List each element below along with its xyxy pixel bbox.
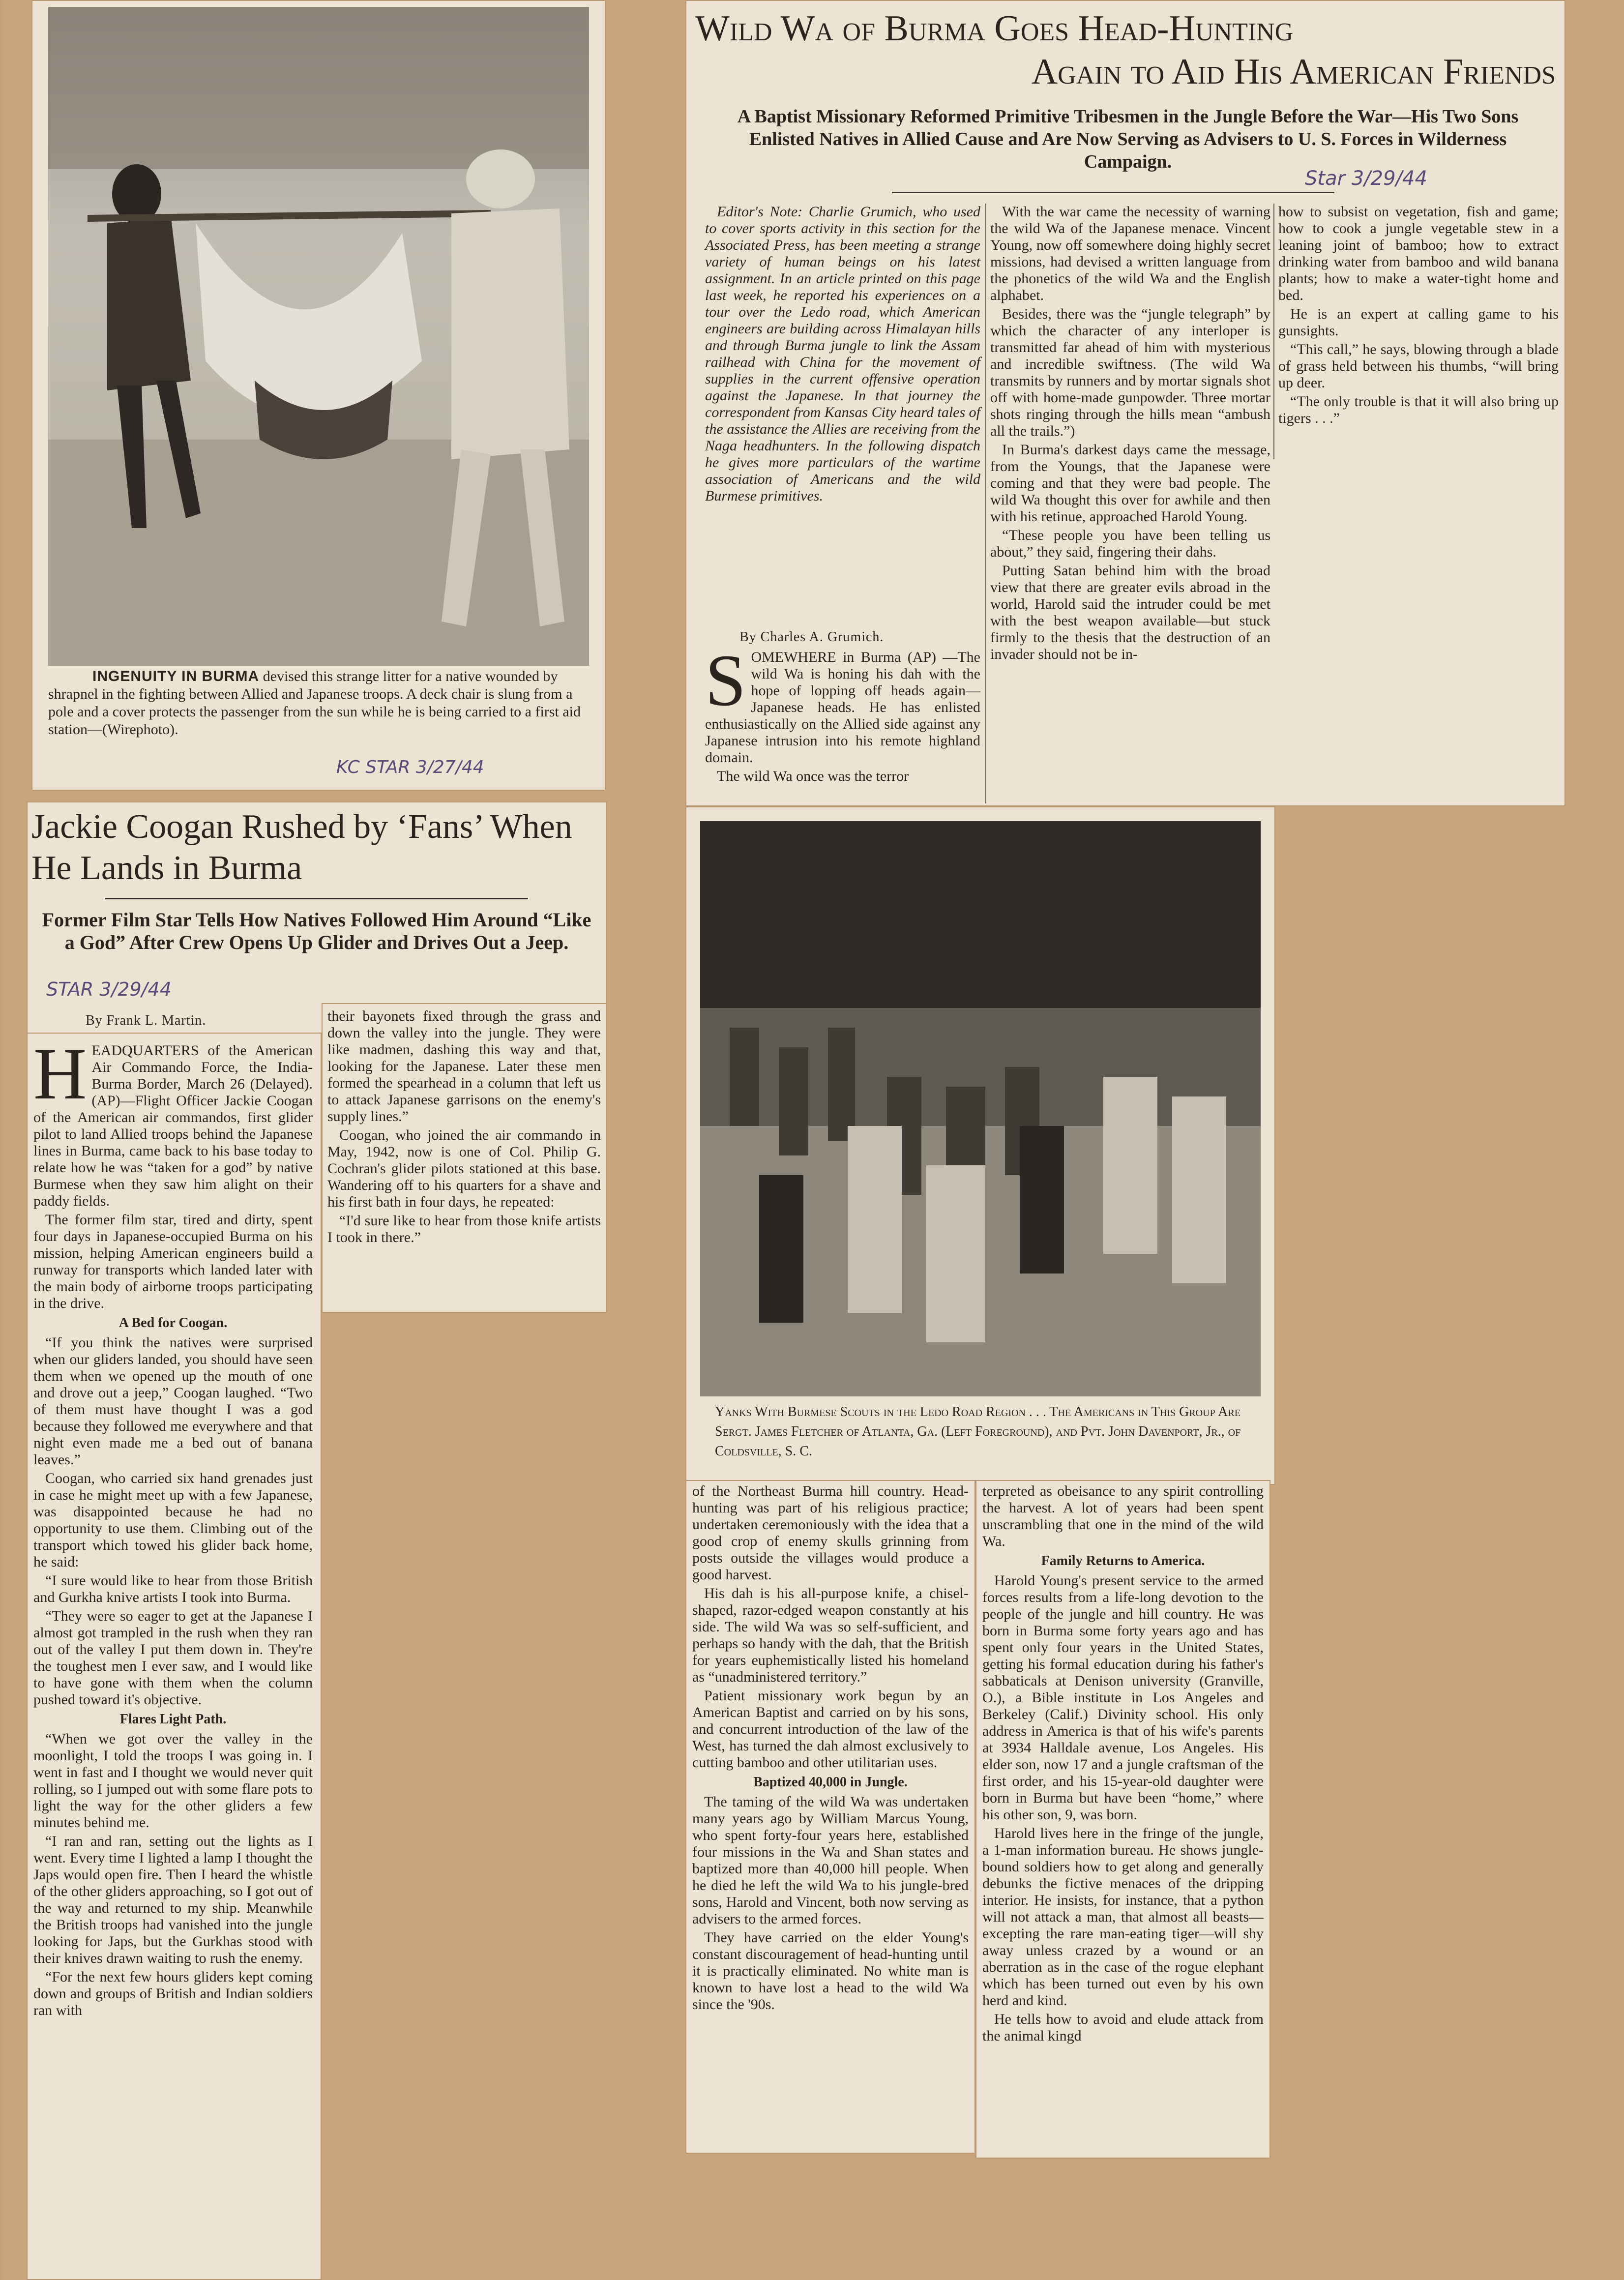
paragraph: The wild Wa once was the terror [717,768,909,784]
paragraph: terpreted as obeisance to any spirit controlling the harvest. A lot of years had been spent unscrambling that one in the mind of the wild Wa. [982,1483,1264,1549]
paragraph: EADQUARTERS of the American Air Commando Force, the India-Burma Border, March 26 (Delayed).(AP)—Flight Officer Jackie Coogan of the American air commandos, first glider pilot to land Allied troops behind the Japanese lines in Burma, came back to his base today to relate how he was “taken for a god” by native Burmese when they saw him alight on their paddy fields. [33,1042,313,1209]
wa-col3 [1278,204,1559,429]
subhead-baptized: Baptized 40,000 in Jungle. [753,1775,908,1790]
handwritten-annotation-star: STAR 3/29/44 [46,978,172,1000]
paragraph: The taming of the wild Wa was undertaken many years ago by William Marcus Young, who spent forty-four years here, established four missions in the Wa and Shan states and baptized more than 40,000 hill people. When he died he left the wild Wa to his jungle-bred sons, Harold and Vincent, both now serving as advisers to the armed forces. [692,1794,969,1927]
photo-litter-bearers [48,7,589,666]
wa-photo-caption: Yanks With Burmese Scouts in the Ledo Road Region . . . The Americans in This Group Are Sergt. James Fletcher of Atlanta, Ga. (Left Foreground), and Pvt. John Davenport, Jr., of Coldsville, S. C. [715,1404,1241,1459]
wa-col1 [705,640,980,787]
headline-rule [105,898,528,899]
column-rule [1273,204,1274,459]
wa-clipping-top [685,0,1565,806]
wa-deck: A Baptist Missionary Reformed Primitive Tribesmen in the Jungle Before the War—His Two Sons Enlisted Natives in Allied Cause and Are Now Serving as Advisers to U. S. Forces in Wilderness Campaign. [737,106,1519,172]
wa-lower-col1 [692,1483,969,2015]
drop-cap: H [33,1033,87,1115]
handwritten-annotation-wa: Star 3/29/44 [1305,167,1427,190]
paragraph: The former film star, tired and dirty, spent four days in Japanese-occupied Burma on his mission, helping American engineers build a runway for transports which landed later with the main body of airborne troops participating in the drive. [33,1212,313,1311]
wa-headline-line2: Again to Aid His American Friends [1031,52,1556,92]
coogan-headline: Jackie Coogan Rushed by ‘Fans’ When He Lands in Burma [31,808,572,887]
deck-rule [892,192,1334,193]
paragraph: Putting Satan behind him with the broad view that there are greater evils abroad in the world, Harold said the intruder could be met with the best weapon available—but stuck firmly to the thesis that the destruction of an invader should not be in- [990,563,1270,662]
drop-cap: S [705,640,746,721]
paragraph: He tells how to avoid and elude attack from the animal kingd [982,2011,1264,2044]
wa-lower-right-column [975,1480,1270,2159]
paragraph: Patient missionary work begun by an American Baptist and carried on by his sons, and concurrent introduction of the law of the West, has turned the dah almost exclusively to cutting bamboo and other utilitarian uses. [692,1688,969,1771]
paragraph: OMEWHERE in Burma (AP) —The wild Wa is honing his dah with the hope of lopping off heads again—Japanese heads. He has enlisted enthusiastically on the Allied side against any Japanese intrusion into his remote highland domain. [705,649,980,766]
coogan-col1-text [33,1033,313,2021]
paragraph: their bayonets fixed through the grass and down the valley into the jungle. They were like madmen, dashing this way and that, looking for the Japanese. Later these men formed the spearhead in a column that left us to attack Japanese garrisons on the enemy's supply lines.” [327,1008,601,1125]
coogan-column-1 [27,1033,322,2280]
coogan-byline: By Frank L. Martin. [86,1013,207,1028]
paragraph: In Burma's darkest days came the message, from the Youngs, that the Japanese were coming and that they were bad people. The wild Wa thought this over for awhile and then with his retinue, approached Harold Young. [990,442,1270,525]
paragraph: They have carried on the elder Young's constant discouragement of head-hunting until it is practically eliminated. No white man is known to have lost a head to the wild Wa since the '90s. [692,1929,969,2013]
wa-byline: By Charles A. Grumich. [739,629,884,645]
column-rule [985,204,986,803]
paragraph: “I ran and ran, setting out the lights as I went. Every time I lighted a lamp I thought the Japs would open fire. Then I heard the whistle of the other gliders approaching, so I got out of the way and returned to my ship. Meanwhile the British troops had vanished into the jungle looking for Japs, but the Gurkhas stood with their knives drawn waiting to rush the enemy. [33,1833,313,1966]
wa-lower-left-column [685,1480,975,2154]
paragraph: “If you think the natives were surprised when our gliders landed, you should have seen them when we opened up the mouth of one and drove out a jeep,” Coogan laughed. “Two of them must have thought I was a god because they followed me everywhere and that night even made me a bed out of banana leaves.” [33,1334,313,1468]
caption-title: INGENUITY IN BURMA [92,668,260,684]
paragraph: He is an expert at calling game to his gunsights. [1278,306,1559,339]
paragraph: With the war came the necessity of warning the wild Wa of the Japanese menace. Vincent Young, now off somewhere doing highly secret missions, had devised a written language from the phonetics of the wild Wa and the English alphabet. [990,204,1270,303]
wa-lower-col2 [982,1483,1264,2046]
subhead-flares: Flares Light Path. [119,1712,227,1727]
paragraph: Harold Young's present service to the armed forces results from a life-long devotion to the people of the jungle and hill country. He was born in Burma some forty years ago and has spent only four years in the United States, getting his formal education during his father's sabbaticals at Denison university (Granville, O.), a Bible institute in Los Angeles and Berkeley (Calif.) Divinity school. His only address in America is that of his wife's parents at 3934 Halldale avenue, Los Angeles. His elder son, now 17 and a jungle craftsman of the first order, and his 15-year-old daughter were born in Burma but have been “home,” where his other son, 9, was born. [982,1572,1264,1823]
paragraph: “They were so eager to get at the Japanese I almost got trampled in the rush when they ran out of the valley I put them down in. They're the toughest men I ever saw, and I would like to have gone with them when the column pushed toward it's objective. [33,1608,313,1708]
subhead-bed: A Bed for Coogan. [118,1315,228,1331]
wa-headline [695,7,1556,93]
coogan-col2-text [327,1008,601,1248]
photo-clipping-ingenuity [31,0,606,791]
wa-headline-line1: Wild Wa of Burma Goes Head-Hunting [695,8,1294,49]
wa-col2 [990,204,1270,665]
paragraph: “I sure would like to hear from those British and Gurkha knive artists I took into Burma. [33,1572,313,1605]
litter-photo-image [48,7,589,666]
paragraph: Harold lives here in the fringe of the jungle, a 1-man information bureau. He shows jungle-bound soldiers how to get along and generally debunks the fictive menaces of the dripping interior. He insists, for instance, that a python will not attack a man, that almost all beasts—excepting the rare man-eating tiger—will shy away unless crazed by a wound or an aberration as in the case of the rogue elephant which has been turned out even by his own herd and kind. [982,1825,1264,2009]
paragraph: Coogan, who joined the air commando in May, 1942, now is one of Col. Philip G. Cochran's glider pilots stationed at this base. Wandering off to his quarters for a shave and his first bath in four days, he repeated: [327,1127,601,1210]
paragraph: His dah is his all-purpose knife, a chisel-shaped, razor-edged weapon constantly at his side. The wild Wa was so self-sufficient, and perhaps so handy with the dah, that the British for years euphemistically listed his homeland as “unadministered territory.” [692,1585,969,1685]
paragraph: of the Northeast Burma hill country. Head-hunting was part of his religious practice; undertaken ceremoniously with the idea that a good crop of enemy skulls grinning from posts outside the villages would produce a good harvest. [692,1483,969,1583]
paragraph: “These people you have been telling us about,” they said, fingering their dahs. [990,527,1270,560]
coogan-column-2 [322,1003,607,1313]
paragraph: “This call,” he says, blowing through a blade of grass held between his thumbs, “will bring up deer. [1278,341,1559,391]
paragraph: Besides, there was the “jungle telegraph” by which the character of any interloper is transmitted far ahead of him with mysterious and incredible swiftness. (The wild Wa transmits by runners and by mortar signals shot off with home-made gunpowder. Three mortar shots ringing through the hills mean “ambush all the trails.”) [990,306,1270,439]
paragraph: “For the next few hours gliders kept coming down and groups of British and Indian soldiers ran with [33,1969,313,2018]
scouts-photo-image [700,821,1261,1396]
paragraph: “The only trouble is that it will also bring up tigers . . .” [1278,393,1559,426]
editors-note [705,204,980,506]
caption-body: devised this strange litter for a native wounded by shrapnel in the fighting between Allied and Japanese troops. A deck chair is slung from a pole and a cover protects the passenger from the sun while he is being carried to a first aid station—(Wirephoto). [48,668,581,738]
subhead-family: Family Returns to America. [1041,1553,1205,1569]
paragraph: “I'd sure like to hear from those knife artists I took in there.” [327,1213,601,1245]
coogan-deck: Former Film Star Tells How Natives Followed Him Around “Like a God” After Crew Opens Up Glider and Drives Out a Jeep. [42,909,591,953]
paragraph: Coogan, who carried six hand grenades just in case he might meet up with a few Japanese, was disappointed because he had no opportunity to use them. Climbing out of the transport which towed his glider back home, he said: [33,1470,313,1570]
editors-note-text: Editor's Note: Charlie Grumich, who used to cover sports activity in this section for the Associated Press, has been meeting a strange variety of human beings on his latest assignment. In an article printed on this page last week, he reported his experiences on a tour over the Ledo road, which American engineers are building across Himalayan hills and through Burma jungle to link the Assam railhead with China for the movement of supplies in the current offensive operation against the Japanese. In that journey the correspondent from Kansas City heard tales of the assistance the Allies are receiving from the Naga headhunters. In the following dispatch he gives more particulars of the wartime association of Americans and the wild Burmese primitives. [705,204,980,504]
wa-photo-clipping [685,806,1275,1485]
handwritten-annotation: KC STAR 3/27/44 [336,757,484,777]
photo-scouts-in-river [700,821,1261,1396]
paragraph: “When we got over the valley in the moonlight, I told the troops I was going in. I went in fast and I thought we would never quit rolling, so I jumped out with some flare pots to light the way for the other gliders a few minutes behind me. [33,1731,313,1831]
photo-caption [48,668,589,739]
paragraph: how to subsist on vegetation, fish and game; how to cook a jungle vegetable stew in a leaning joint of bamboo; how to extract drinking water from bamboo and wild banana plants; how to make a water-tight home and bed. [1278,204,1559,303]
